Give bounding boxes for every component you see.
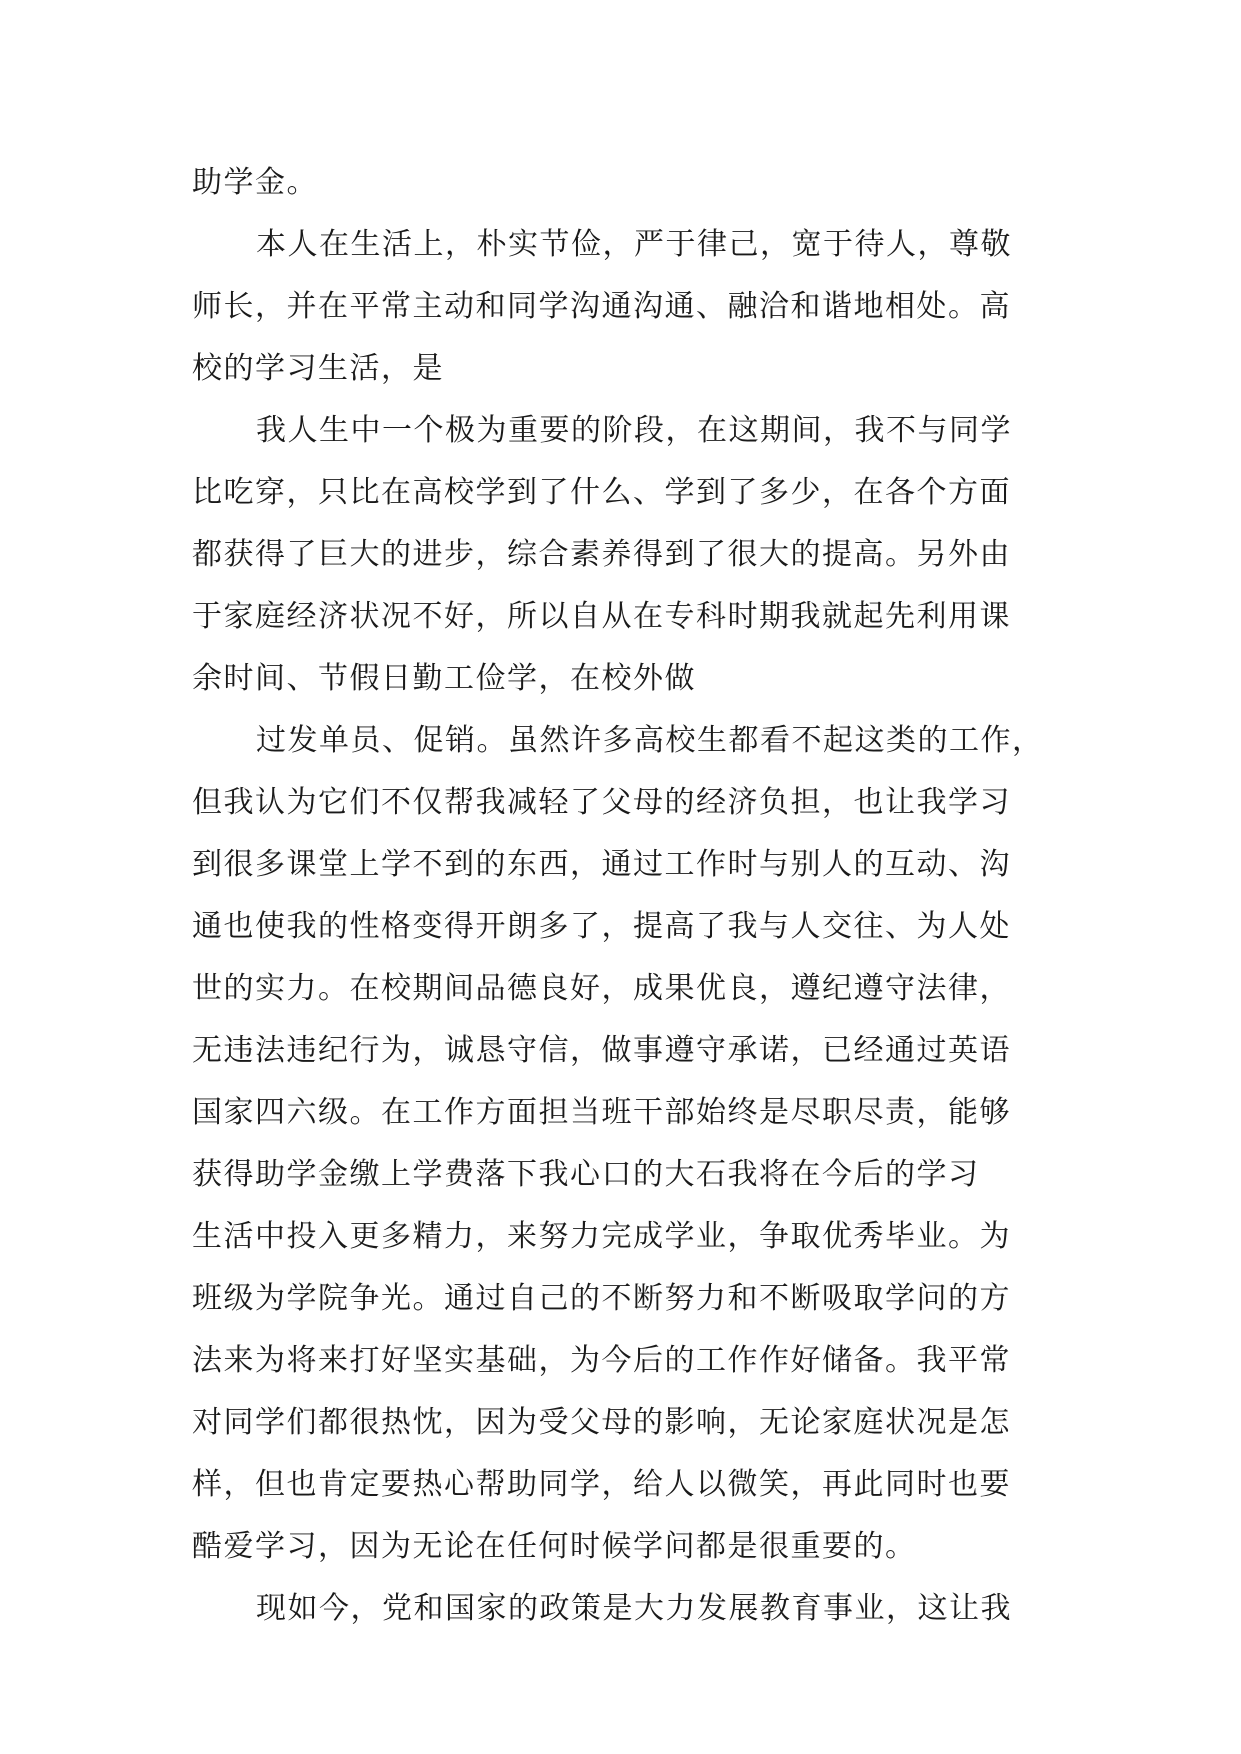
text-line: 酷爱学习，因为无论在任何时候学问都是很重要的。 xyxy=(192,1529,917,1564)
text-line: 本人在生活上，朴实节俭，严于律己，宽于待人，尊敬 xyxy=(256,227,1012,262)
text-line: 生活中投入更多精力，来努力完成学业，争取优秀毕业。为 xyxy=(192,1219,1011,1254)
text-line: 对同学们都很热忱，因为受父母的影响，无论家庭状况是怎 xyxy=(192,1405,1011,1440)
text-line: 比吃穿，只比在高校学到了什么、学到了多少，在各个方面 xyxy=(192,475,1011,510)
text-line: 国家四六级。在工作方面担当班干部始终是尽职尽责，能够 xyxy=(192,1095,1011,1130)
text-line: 余时间、节假日勤工俭学，在校外做 xyxy=(192,661,696,696)
text-line: 样，但也肯定要热心帮助同学，给人以微笑，再此同时也要 xyxy=(192,1467,1011,1502)
document-body xyxy=(192,152,1052,1640)
text-line: 通也使我的性格变得开朗多了，提高了我与人交往、为人处 xyxy=(192,909,1011,944)
text-line: 助学金。 xyxy=(192,165,318,200)
text-line: 班级为学院争光。通过自己的不断努力和不断吸取学问的方 xyxy=(192,1281,1011,1316)
text-line: 于家庭经济状况不好，所以自从在专科时期我就起先利用课 xyxy=(192,599,1011,634)
text-line: 都获得了巨大的进步，综合素养得到了很大的提高。另外由 xyxy=(192,537,1011,572)
text-line: 过发单员、促销。虽然许多高校生都看不起这类的工作， xyxy=(256,723,1044,758)
text-line: 现如今，党和国家的政策是大力发展教育事业，这让我 xyxy=(256,1591,1012,1626)
text-line: 校的学习生活，是 xyxy=(192,351,444,386)
text-line: 到很多课堂上学不到的东西，通过工作时与别人的互动、沟 xyxy=(192,847,1011,882)
text-line: 获得助学金缴上学费落下我心口的大石我将在今后的学习 xyxy=(192,1157,980,1192)
text-line: 世的实力。在校期间品德良好，成果优良，遵纪遵守法律， xyxy=(192,971,1011,1006)
text-line: 但我认为它们不仅帮我减轻了父母的经济负担，也让我学习 xyxy=(192,785,1011,820)
text-line: 无违法违纪行为，诚恳守信，做事遵守承诺，已经通过英语 xyxy=(192,1033,1011,1068)
text-line: 师长，并在平常主动和同学沟通沟通、融洽和谐地相处。高 xyxy=(192,289,1011,324)
text-line: 法来为将来打好坚实基础，为今后的工作作好储备。我平常 xyxy=(192,1343,1011,1378)
text-line: 我人生中一个极为重要的阶段，在这期间，我不与同学 xyxy=(256,413,1012,448)
